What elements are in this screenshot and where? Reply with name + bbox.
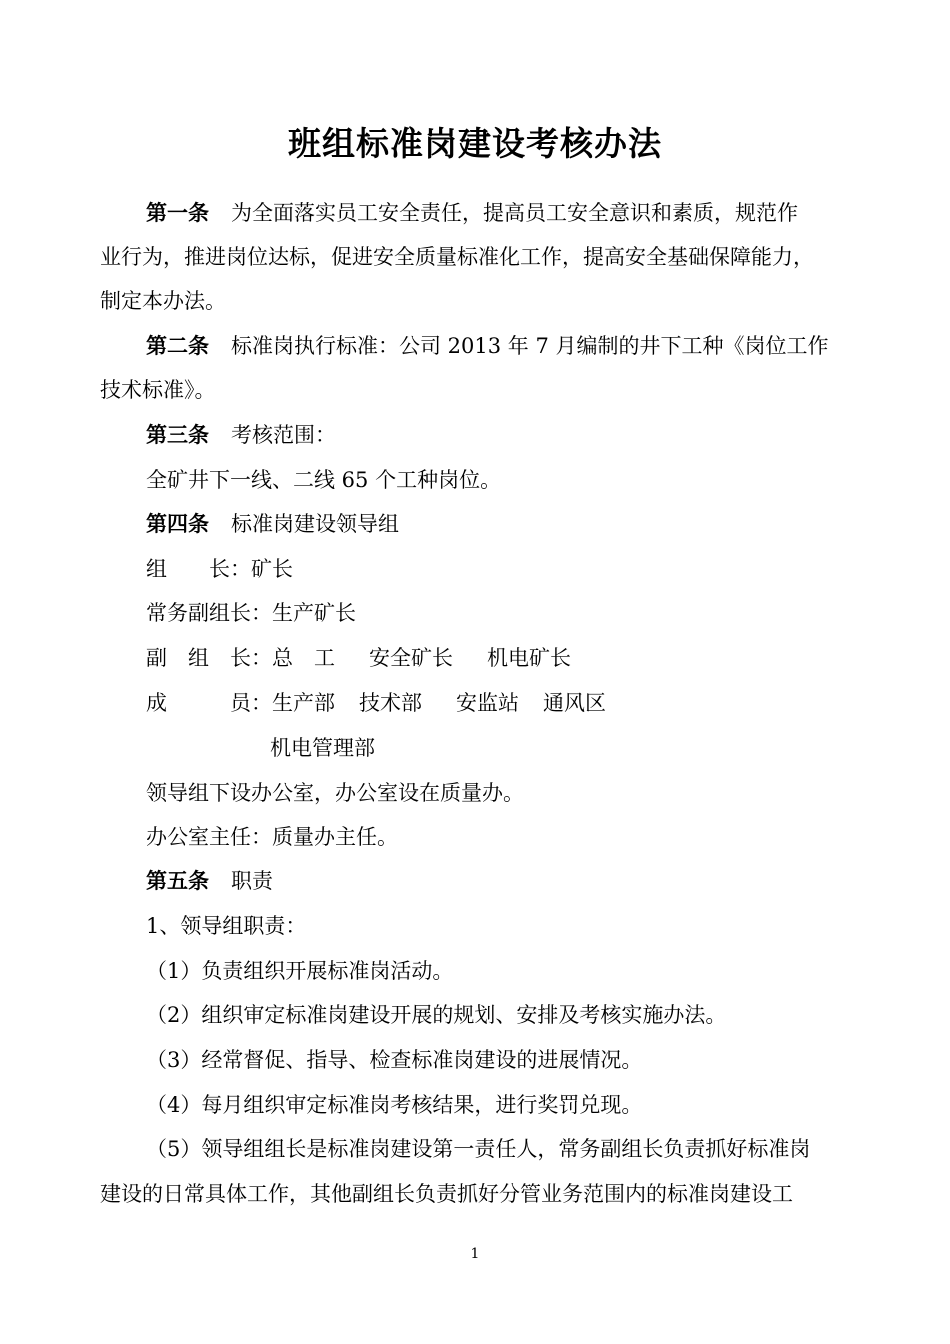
- member-1: 生产部: [272, 691, 335, 715]
- duty-item-3: （3）经常督促、指导、检查标准岗建设的进展情况。: [146, 1048, 643, 1072]
- member-3: 安监站: [456, 691, 519, 715]
- article-2-text-1: 标准岗执行标准：公司 2013 年 7 月编制的井下工种《岗位工作: [231, 334, 829, 358]
- article-4-text: 标准岗建设领导组: [231, 512, 399, 536]
- duty-item-1: （1）负责组织开展标准岗活动。: [146, 959, 454, 983]
- article-1-line-3: 制定本办法。: [100, 289, 226, 313]
- article-4-line-1: [146, 509, 906, 539]
- article-5-sub-1: 1、领导组职责：: [146, 914, 307, 938]
- article-3-label: 第三条: [146, 422, 209, 447]
- deputy-1: 总 工: [272, 646, 335, 670]
- article-1-label: 第一条: [146, 200, 209, 225]
- article-1-text-1: 为全面落实员工安全责任，提高员工安全意识和素质，规范作: [231, 201, 798, 225]
- exec-deputy-key: 常务副组长：: [146, 601, 272, 625]
- deputy-2: 安全矿长: [369, 646, 453, 670]
- article-2-label: 第二条: [146, 333, 209, 358]
- duty-item-5-line-2: 建设的日常具体工作，其他副组长负责抓好分管业务范围内的标准岗建设工: [100, 1182, 793, 1206]
- office-line: 领导组下设办公室，办公室设在质量办。: [146, 781, 524, 805]
- duty-item-4: （4）每月组织审定标准岗考核结果，进行奖罚兑现。: [146, 1093, 643, 1117]
- document-title: 班组标准岗建设考核办法: [288, 124, 662, 163]
- member-2: 技术部: [359, 691, 422, 715]
- article-4-label: 第四条: [146, 511, 209, 536]
- member-row: [146, 688, 906, 718]
- duty-item-5-line-1: （5）领导组组长是标准岗建设第一责任人，常务副组长负责抓好标准岗: [146, 1137, 811, 1161]
- article-5-label: 第五条: [146, 868, 209, 893]
- exec-deputy-row: [146, 598, 906, 628]
- director-line: 办公室主任：质量办主任。: [146, 825, 398, 849]
- article-3-line-1: [146, 420, 906, 450]
- deputy-key: 副 组 长：: [146, 646, 272, 670]
- leader-key: 组 长：: [146, 557, 251, 581]
- article-1-line-2: 业行为，推进岗位达标，促进安全质量标准化工作，提高安全基础保障能力，: [100, 245, 814, 269]
- duty-item-2: （2）组织审定标准岗建设开展的规划、安排及考核实施办法。: [146, 1003, 727, 1027]
- deputy-3: 机电矿长: [487, 646, 571, 670]
- article-3-text: 考核范围：: [231, 423, 336, 447]
- leader-row: [146, 554, 906, 584]
- article-1-line-1: [146, 198, 906, 228]
- member-4: 通风区: [543, 691, 606, 715]
- article-5-text: 职责: [231, 869, 273, 893]
- page-number: 1: [470, 1246, 480, 1262]
- deputy-row: [146, 643, 906, 673]
- article-2-line-1: [146, 331, 906, 361]
- article-3-scope: 全矿井下一线、二线 65 个工种岗位。: [146, 468, 502, 492]
- exec-deputy-value: 生产矿长: [272, 601, 356, 625]
- article-5-line-1: [146, 866, 906, 896]
- member-5: 机电管理部: [270, 736, 375, 760]
- article-2-line-2: 技术标准》。: [100, 378, 216, 402]
- leader-value: 矿长: [251, 557, 293, 581]
- member-key: 成 员：: [146, 691, 272, 715]
